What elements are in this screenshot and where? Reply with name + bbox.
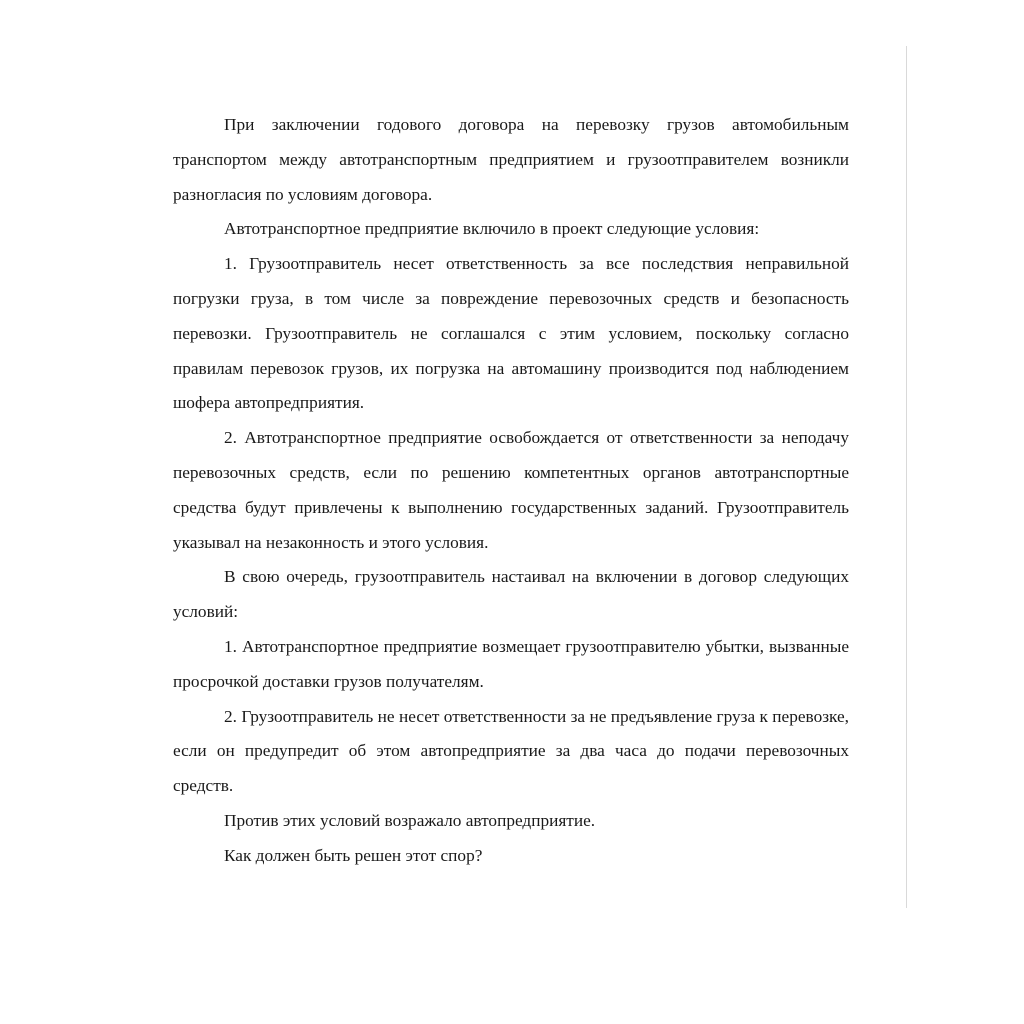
paragraph-carrier-condition-2: 2. Автотранспортное предприятие освобождается от ответственности за неподачу перевозочных средств, если по решению компетентных органов автотранспортные средства будут привлечены к выполнению государственных заданий. Грузоотправитель указывал на незаконность и этого условия. [173,428,849,552]
paragraph-carrier-condition-1: 1. Грузоотправитель несет ответственность за все последствия неправильной погрузки груза, в том числе за повреждение перевозочных средств и безопасность перевозки. Грузоотправитель не соглашался с этим условием, поскольку согласно правилам перевозок грузов, их погрузка на автомашину производится под наблюдением шофера автопредприятия. [173,254,849,413]
paragraph-question: Как должен быть решен этот спор? [224,845,483,865]
paragraph-shipper-condition-1: 1. Автотранспортное предприятие возмещает грузоотправителю убытки, вызванные просрочкой доставки грузов получателям. [173,636,849,691]
document-body [173,108,849,874]
paragraph-shipper-condition-2: 2. Грузоотправитель не несет ответственности за не предъявление груза к перевозке, если он предупредит об этом автопредприятие за два часа до подачи перевозочных средств. [173,706,849,796]
paragraph-intro: При заключении годового договора на перевозку грузов автомобильным транспортом между автотранспортным предприятием и грузоотправителем возникли разногласия по условиям договора. [173,115,849,204]
paragraph-carrier-conditions-heading: Автотранспортное предприятие включило в проект следующие условия: [224,219,760,239]
paragraph-shipper-conditions-heading: В свою очередь, грузоотправитель настаивал на включении в договор следующих условий: [173,567,849,622]
paragraph-objection: Против этих условий возражало автопредприятие. [224,810,596,830]
page-edge-divider [906,46,907,908]
